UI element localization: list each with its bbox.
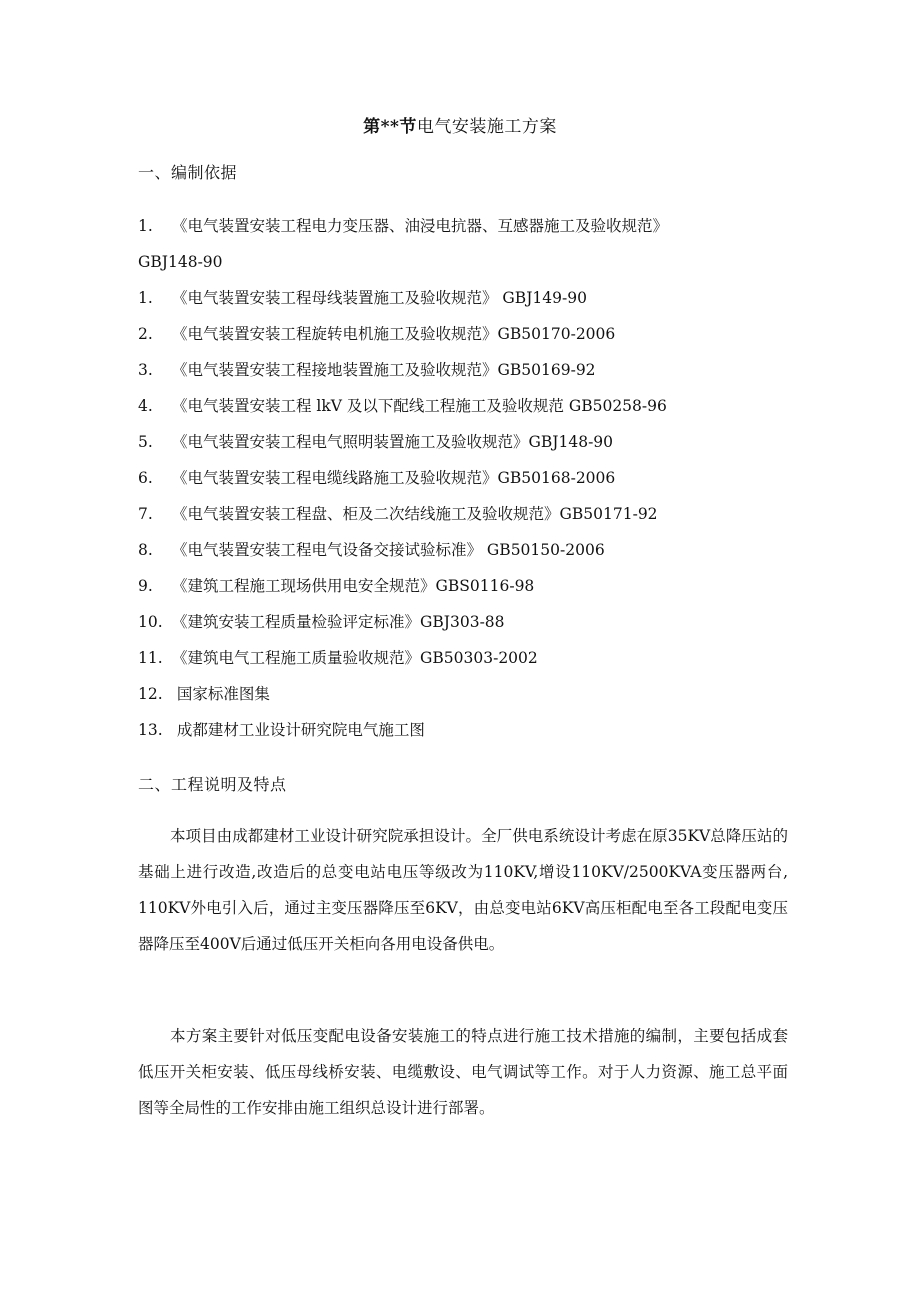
list-item — [138, 460, 798, 496]
section-heading-project-description: 二、工程说明及特点 — [138, 775, 287, 794]
list-item — [138, 280, 798, 316]
list-item — [138, 388, 798, 424]
list-item-number: 2. — [138, 325, 153, 343]
list-item-number: 5. — [138, 433, 153, 451]
list-item-text: 《建筑工程施工现场供用电安全规范》GBS0116-98 — [172, 577, 535, 595]
list-item-text: 《电气装置安装工程电力变压器、油浸电抗器、互感器施工及验收规范》 — [172, 217, 669, 235]
list-item-text: 成都建材工业设计研究院电气施工图 — [172, 721, 425, 739]
list-item-text: 《电气装置安装工程电气设备交接试验标准》 GB50150-2006 — [172, 541, 605, 559]
list-item — [138, 568, 798, 604]
list-item-number: 12. — [138, 685, 163, 703]
list-item-number: 11. — [138, 649, 163, 667]
list-item-text: 《电气装置安装工程电气照明装置施工及验收规范》GBJ148-90 — [172, 433, 614, 451]
list-item-number: 4. — [138, 397, 153, 415]
list-item-number: 6. — [138, 469, 153, 487]
paragraph-project-description: 本项目由成都建材工业设计研究院承担设计。全厂供电系统设计考虑在原35KV总降压站的基础上进行改造,改造后的总变电站电压等级改为110KV,增设110KV/2500KVA变压器两台, 110KV外电引入后，通过主变压器降压至6KV，由总变电站6KV高压柜配电至各工段配电变压器降压至400V后通过低压开关柜向各用电设备供电。 — [138, 827, 788, 953]
list-item-number: 1. — [138, 217, 153, 235]
reference-list — [138, 208, 798, 748]
list-item — [138, 712, 798, 748]
document-title — [0, 112, 920, 137]
list-item — [138, 424, 798, 460]
list-item-number: 1. — [138, 289, 153, 307]
list-item — [138, 208, 798, 280]
section-heading-basis: 一、编制依据 — [138, 163, 238, 182]
list-item-text: 《建筑安装工程质量检验评定标准》GBJ303-88 — [172, 613, 505, 631]
list-item-text: 《电气装置安装工程接地装置施工及验收规范》GB50169-92 — [172, 361, 596, 379]
list-item-text: 《电气装置安装工程母线装置施工及验收规范》 GBJ149-90 — [172, 289, 587, 307]
list-item-text: 《电气装置安装工程 lkV 及以下配线工程施工及验收规范 GB50258-96 — [172, 397, 667, 415]
list-item — [138, 676, 798, 712]
list-item — [138, 352, 798, 388]
list-item-text: 《电气装置安装工程旋转电机施工及验收规范》GB50170-2006 — [172, 325, 616, 343]
list-item-number: 13. — [138, 721, 163, 739]
list-item — [138, 604, 798, 640]
paragraph-plan-scope: 本方案主要针对低压变配电设备安装施工的特点进行施工技术措施的编制，主要包括成套低压开关柜安装、低压母线桥安装、电缆敷设、电气调试等工作。对于人力资源、施工总平面图等全局性的工作安排由施工组织总设计进行部署。 — [138, 1027, 788, 1117]
title-section-number: 第**节 — [363, 117, 417, 137]
title-text: 电气安装施工方案 — [416, 117, 557, 137]
list-item-text: 《电气装置安装工程电缆线路施工及验收规范》GB50168-2006 — [172, 469, 616, 487]
list-item-number: 7. — [138, 505, 153, 523]
list-item-text-continued: GBJ148-90 — [138, 253, 223, 271]
list-item — [138, 640, 798, 676]
list-item-number: 3. — [138, 361, 153, 379]
list-item — [138, 496, 798, 532]
list-item-text: 《建筑电气工程施工质量验收规范》GB50303-2002 — [172, 649, 538, 667]
list-item-number: 8. — [138, 541, 153, 559]
list-item-text: 《电气装置安装工程盘、柜及二次结线施工及验收规范》GB50171-92 — [172, 505, 658, 523]
list-item-text: 国家标准图集 — [172, 685, 270, 703]
list-item-number: 10. — [138, 613, 163, 631]
list-item — [138, 532, 798, 568]
list-item-number: 9. — [138, 577, 153, 595]
list-item — [138, 316, 798, 352]
